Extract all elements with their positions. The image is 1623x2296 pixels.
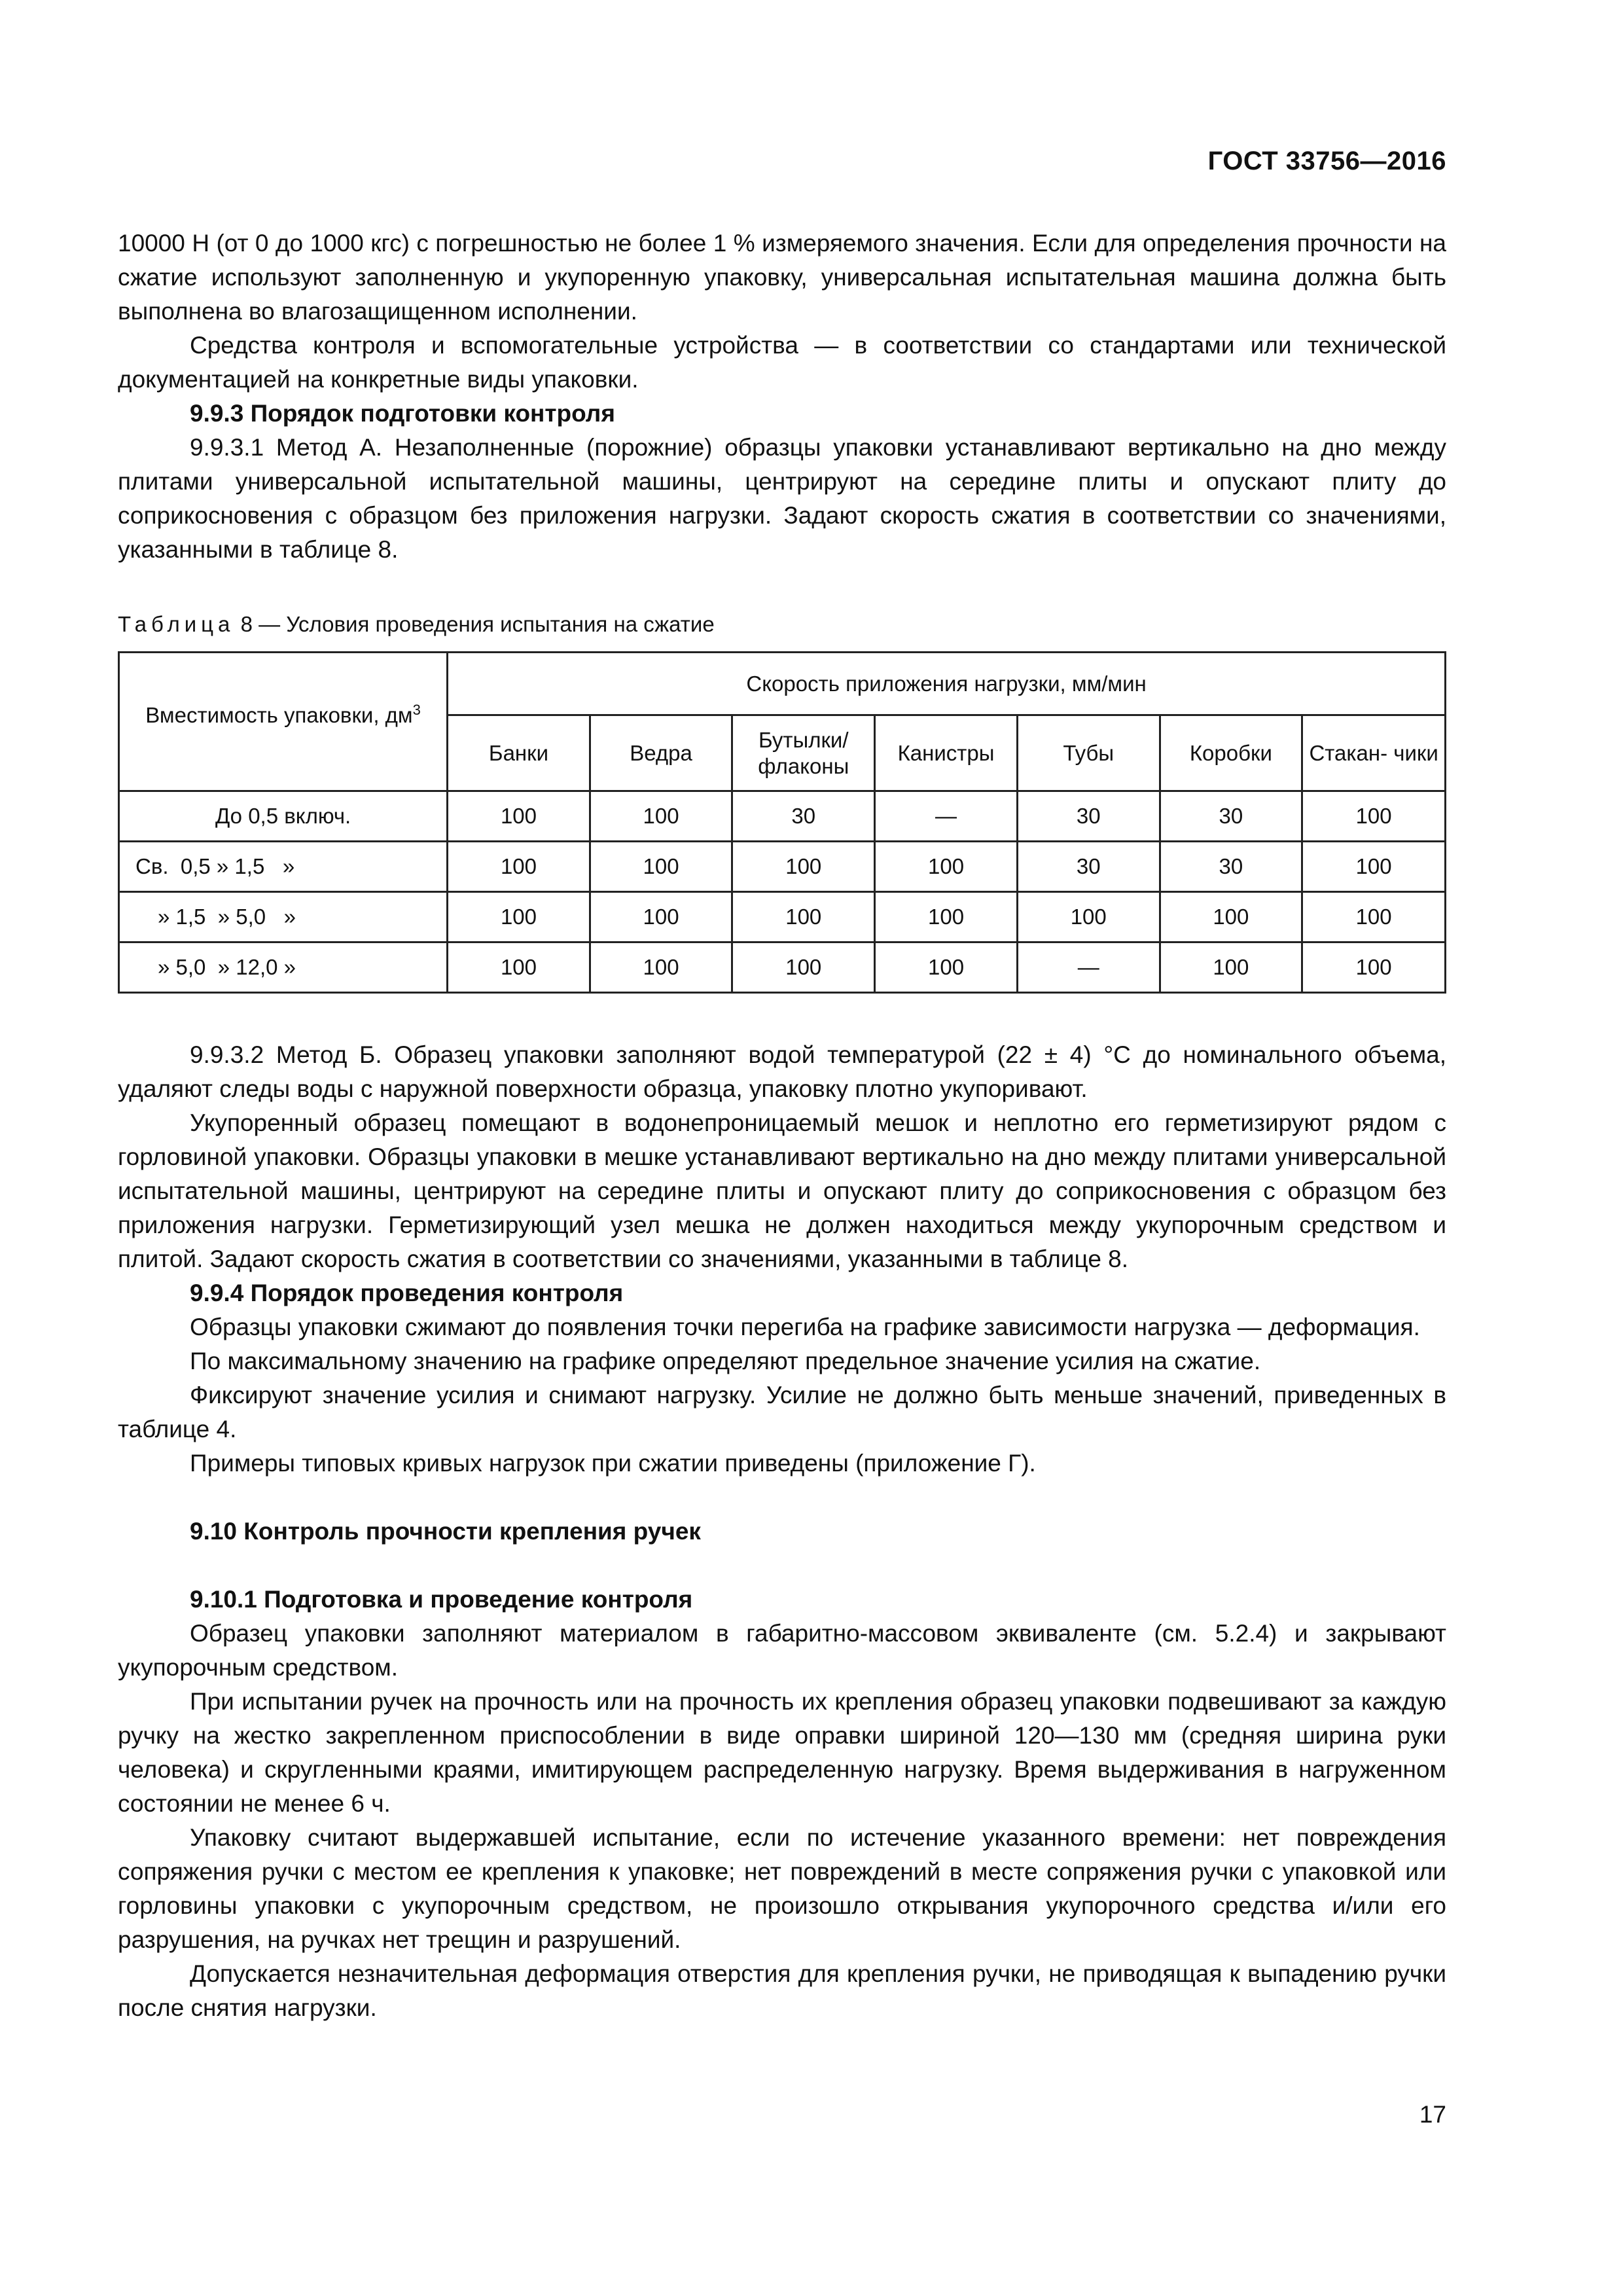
table-row	[119, 842, 1446, 892]
compression-test-table	[118, 651, 1446, 994]
table-cell: 100	[590, 942, 732, 993]
column-header: Ведра	[590, 715, 732, 791]
row-label: Св. 0,5 » 1,5 »	[119, 842, 448, 892]
table-cell: 100	[1302, 791, 1446, 842]
paragraph: Средства контроля и вспомогательные устройства — в соответствии со стандартами или технической документацией на конкретные виды упаковки.	[118, 332, 1446, 393]
table-cell: 100	[1302, 842, 1446, 892]
table-cell: 100	[875, 892, 1018, 942]
paragraph: При испытании ручек на прочность или на прочность их крепления образец упаковки подвешивают за каждую ручку на жестко закрепленном приспособлении в виде оправки шириной 120—130 мм (средняя ширина руки человека) и скругленными краями, имитирующем распределенную нагрузку. Время выдерживания в нагруженном состоянии не менее 6 ч.	[118, 1688, 1446, 1817]
table-cell: 30	[1160, 791, 1302, 842]
table-cell: —	[1017, 942, 1160, 993]
table-cell: 100	[590, 892, 732, 942]
document-header: ГОСТ 33756—2016	[1207, 147, 1446, 175]
paragraph: 9.9.3.1 Метод А. Незаполненные (порожние) образцы упаковки устанавливают вертикально на дно между плитами универсальной испытательной машины, центрируют на середине плиты и опускают плиту до соприкосновения с образцом без приложения нагрузки. Задают скорость сжатия в соответствии со значениями, указанными в таблице 8.	[118, 434, 1446, 563]
header-capacity-sup: 3	[412, 701, 421, 718]
header-speed: Скорость приложения нагрузки, мм/мин	[448, 653, 1446, 715]
column-header: Бутылки/ флаконы	[732, 715, 875, 791]
table-cell: 100	[1160, 942, 1302, 993]
table-cell: 100	[1302, 892, 1446, 942]
column-header: Тубы	[1017, 715, 1160, 791]
paragraph: Допускается незначительная деформация отверстия для крепления ручки, не приводящая к выпадению ручки после снятия нагрузки.	[118, 1960, 1446, 2021]
table-cell: 100	[732, 842, 875, 892]
table-cell: 100	[732, 892, 875, 942]
table-cell: —	[875, 791, 1018, 842]
page-number: 17	[1419, 2101, 1446, 2128]
table-cell: 100	[875, 942, 1018, 993]
paragraph: Образцы упаковки сжимают до появления точки перегиба на графике зависимости нагрузка — деформация.	[190, 1314, 1420, 1340]
table-cell: 30	[1017, 842, 1160, 892]
table-cell: 100	[1302, 942, 1446, 993]
section-heading: 9.9.3 Порядок подготовки контроля	[190, 400, 615, 427]
column-header: Стакан- чики	[1302, 715, 1446, 791]
row-label: До 0,5 включ.	[119, 791, 448, 842]
header-capacity-text: Вместимость упаковки, дм	[145, 702, 413, 727]
paragraph: Укупоренный образец помещают в водонепроницаемый мешок и неплотно его герметизируют рядом с горловиной упаковки. Образцы упаковки в мешке устанавливают вертикально на дно между плитами универсальной испытательной машины, центрируют на середине плиты и опускают плиту до соприкосновения с образцом без приложения нагрузки. Герметизирующий узел мешка не должен находиться между укупорочным средством и плитой. Задают скорость сжатия в соответствии со значениями, указанными в таблице 8.	[118, 1109, 1446, 1272]
section-heading: 9.9.4 Порядок проведения контроля	[190, 1280, 624, 1306]
table-row	[119, 942, 1446, 993]
table-cell: 100	[448, 942, 590, 993]
table-caption-text: 8 — Условия проведения испытания на сжатие	[240, 612, 715, 636]
paragraph: Образец упаковки заполняют материалом в габаритно-массовом эквиваленте (см. 5.2.4) и закрывают укупорочным средством.	[118, 1620, 1446, 1681]
section-heading: 9.10.1 Подготовка и проведение контроля	[190, 1586, 693, 1613]
table-cell: 100	[448, 892, 590, 942]
column-header: Коробки	[1160, 715, 1302, 791]
table-cell: 100	[1017, 892, 1160, 942]
row-label: » 5,0 » 12,0 »	[119, 942, 448, 993]
table-row	[119, 892, 1446, 942]
paragraph: 10000 Н (от 0 до 1000 кгс) с погрешностью не более 1 % измеряемого значения. Если для определения прочности на сжатие используют заполненную и укупоренную упаковку, универсальная испытательная машина должна быть выполнена во влагозащищенном исполнении.	[118, 230, 1446, 325]
header-capacity	[119, 653, 448, 791]
paragraph: Примеры типовых кривых нагрузок при сжатии приведены (приложение Г).	[190, 1450, 1036, 1477]
table-cell: 100	[1160, 892, 1302, 942]
text-block-top	[118, 226, 1446, 567]
table-cell: 30	[1017, 791, 1160, 842]
table-cell: 100	[448, 842, 590, 892]
table-row	[119, 791, 1446, 842]
table-cell: 100	[875, 842, 1018, 892]
paragraph: Упаковку считают выдержавшей испытание, если по истечение указанного времени: нет повреждения сопряжения ручки с местом ее крепления к упаковке; нет повреждений в месте сопряжения ручки с упаковкой или горловины упаковки с укупорочным средством, не произошло открывания укупорочного средства и/или его разрушения, на ручках нет трещин и разрушений.	[118, 1824, 1446, 1953]
column-header: Банки	[448, 715, 590, 791]
row-label: » 1,5 » 5,0 »	[119, 892, 448, 942]
table-cell: 100	[448, 791, 590, 842]
table-caption-label: Таблица	[118, 612, 235, 636]
section-heading: 9.10 Контроль прочности крепления ручек	[190, 1518, 701, 1545]
table-cell: 30	[1160, 842, 1302, 892]
table-cell: 100	[590, 791, 732, 842]
table-cell: 100	[732, 942, 875, 993]
paragraph: 9.9.3.2 Метод Б. Образец упаковки заполняют водой температурой (22 ± 4) °С до номинального объема, удаляют следы воды с наружной поверхности образца, упаковку плотно укупоривают.	[118, 1041, 1446, 1102]
text-block-bottom	[118, 1038, 1446, 2025]
table-cell: 30	[732, 791, 875, 842]
column-header: Канистры	[875, 715, 1018, 791]
table-cell: 100	[590, 842, 732, 892]
paragraph: Фиксируют значение усилия и снимают нагрузку. Усилие не должно быть меньше значений, приведенных в таблице 4.	[118, 1382, 1446, 1443]
table-caption	[118, 610, 1446, 639]
paragraph: По максимальному значению на графике определяют предельное значение усилия на сжатие.	[190, 1348, 1261, 1374]
table-container	[118, 651, 1446, 994]
